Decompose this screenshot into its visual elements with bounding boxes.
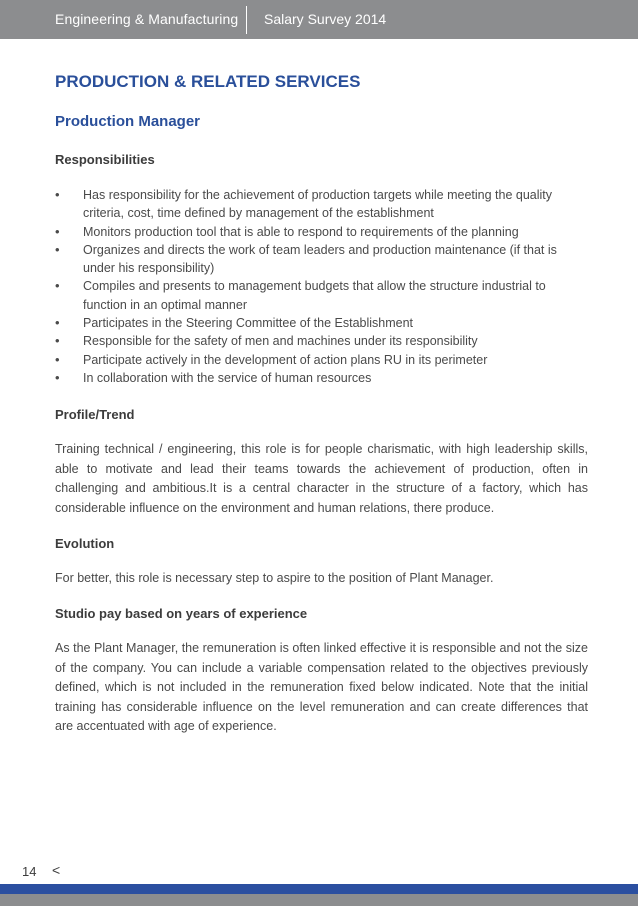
studio-pay-paragraph: As the Plant Manager, the remuneration is often linked effective it is responsible and not the size of the company. You can include a variable compensation related to the objectives previously defined, which is not included in the remuneration fixed below indicated. Note that the initial training has considerable influence on the level remuneration and can create differences that are accentuated with age of experience. bbox=[55, 641, 588, 733]
responsibilities-list bbox=[55, 186, 588, 387]
list-item-text: Compiles and presents to management budgets that allow the structure industrial to function in an optimal manner bbox=[83, 279, 546, 312]
list-item bbox=[55, 277, 588, 314]
section-title: PRODUCTION & RELATED SERVICES bbox=[55, 72, 361, 91]
header-divider bbox=[246, 6, 247, 34]
header-publication: Engineering & Manufacturing bbox=[55, 11, 239, 27]
list-item-text: In collaboration with the service of human resources bbox=[83, 370, 372, 385]
list-item bbox=[55, 314, 588, 332]
footer-blue-bar bbox=[0, 884, 638, 894]
list-item-text: Organizes and directs the work of team leaders and production maintenance (if that is under his responsibility) bbox=[83, 242, 557, 276]
list-item bbox=[55, 351, 588, 369]
bullet-icon: • bbox=[55, 223, 60, 239]
bullet-icon: • bbox=[55, 333, 60, 349]
bullet-icon: • bbox=[55, 315, 60, 331]
evolution-paragraph: For better, this role is necessary step to aspire to the position of Plant Manager. bbox=[55, 571, 494, 585]
footer-grey-bar bbox=[0, 894, 638, 906]
list-item bbox=[55, 223, 588, 241]
bullet-icon: • bbox=[55, 241, 60, 257]
bullet-icon: • bbox=[55, 187, 60, 202]
header-survey-title: Salary Survey 2014 bbox=[264, 11, 387, 27]
bullet-icon: • bbox=[55, 369, 60, 385]
bullet-icon: • bbox=[55, 278, 60, 294]
responsibilities-heading: Responsibilities bbox=[55, 152, 155, 167]
list-item bbox=[55, 369, 588, 387]
list-item-text: Responsible for the safety of men and machines under its responsibility bbox=[83, 334, 478, 349]
profile-heading: Profile/Trend bbox=[55, 407, 135, 422]
page-header bbox=[0, 0, 638, 39]
list-item-text: Participates in the Steering Committee of the Establishment bbox=[83, 316, 414, 331]
job-title: Production Manager bbox=[55, 113, 201, 130]
list-item bbox=[55, 241, 588, 278]
list-item-text: Participate actively in the development of action plans RU in its perimeter bbox=[83, 352, 488, 367]
evolution-heading: Evolution bbox=[55, 536, 115, 551]
bullet-icon: • bbox=[55, 351, 60, 367]
list-item bbox=[55, 186, 588, 223]
list-item-text: Monitors production tool that is able to respond to requirements of the planning bbox=[83, 224, 519, 239]
page-number: 14 bbox=[22, 864, 37, 879]
list-item-text: Has responsibility for the achievement of production targets while meeting the quality criteria, cost, time defined by management of the establishment bbox=[83, 188, 553, 221]
studio-pay-heading: Studio pay based on years of experience bbox=[55, 606, 308, 621]
profile-paragraph: Training technical / engineering, this role is for people charismatic, with high leadership skills, able to motivate and lead their teams towards the achievement of production, often in challenging and ambitious.It is a central character in the structure of a factory, which has considerable influence on the environment and human relations, there produce. bbox=[55, 442, 588, 515]
list-item bbox=[55, 332, 588, 350]
chevron-left-icon[interactable]: < bbox=[52, 862, 61, 878]
